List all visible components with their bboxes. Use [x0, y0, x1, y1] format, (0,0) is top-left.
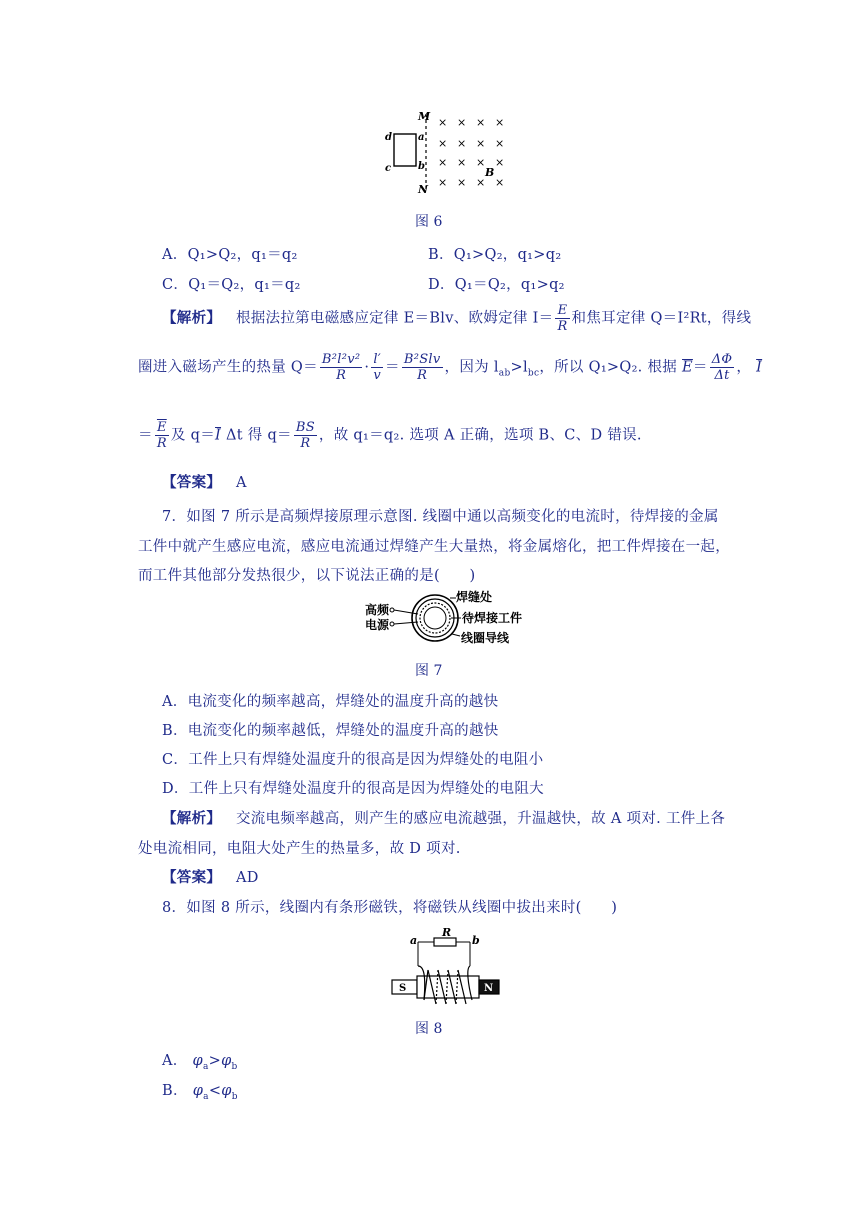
q6-answer: 【答案】 A	[162, 474, 247, 491]
svg-text:×: ×	[476, 176, 486, 189]
svg-text:×: ×	[438, 137, 448, 150]
svg-text:×: ×	[476, 137, 486, 150]
resistor	[434, 938, 456, 946]
svg-text:N: N	[484, 983, 494, 994]
q6-analysis-line-2: 圈进入磁场产生的热量 Q＝ $\frac{\text{B²l²v²}}{R}$ · $\frac{l'}{v}$ ＝ $\frac{\text{B²Slv}}{R}$ ，因为 $l_{ab}>l_{bc}$，所以 Q₁>Q₂. 根据 $\overline{E}=$ $\frac{\Delta\Phi}{\Delta t}$ ， $\overline{I}$	[138, 352, 763, 383]
svg-text:d: d	[385, 132, 392, 143]
q6-option-c: C．Q₁＝Q₂，q₁＝q₂	[162, 277, 301, 293]
svg-text:×: ×	[495, 116, 505, 129]
q7-analysis-line-1: 【解析】 交流电频率越高，则产生的感应电流越强，升温越快，故 A 项对. 工件上各	[162, 810, 726, 827]
svg-text:×: ×	[495, 137, 505, 150]
figure-8-caption: 图 8	[415, 1021, 443, 1037]
svg-text:×: ×	[495, 176, 505, 189]
q7-answer: 【答案】 AD	[162, 869, 259, 886]
q7-stem-line-3: 而工件其他部分发热很少，以下说法正确的是( )	[138, 568, 476, 584]
q6-option-d: D．Q₁＝Q₂，q₁>q₂	[428, 277, 565, 293]
q8-option-a: A． $\varphi_a>\varphi_b$	[162, 1053, 238, 1072]
svg-text:c: c	[385, 163, 392, 174]
svg-text:待焊接工件: 待焊接工件	[462, 611, 523, 625]
label-N: N	[418, 183, 429, 196]
svg-text:×: ×	[457, 156, 467, 169]
figure-8	[388, 924, 504, 1010]
figure-6	[380, 108, 510, 198]
q7-option-d: D．工件上只有焊缝处温度升的很高是因为焊缝处的电阻大	[162, 781, 544, 797]
figure-7	[360, 586, 540, 652]
svg-text:×: ×	[438, 176, 448, 189]
label-B: B	[485, 166, 495, 179]
svg-text:×: ×	[457, 116, 467, 129]
q6-option-b: B．Q₁>Q₂，q₁>q₂	[428, 247, 562, 263]
svg-text:b: b	[418, 161, 425, 172]
svg-text:×: ×	[476, 156, 486, 169]
svg-text:a: a	[410, 934, 418, 947]
q7-option-b: B．电流变化的频率越低，焊缝处的温度升高的越快	[162, 723, 499, 739]
figure-7-caption: 图 7	[415, 663, 443, 679]
svg-text:高频: 高频	[365, 603, 390, 617]
svg-text:×: ×	[457, 137, 467, 150]
coil-rectangle	[394, 134, 416, 166]
svg-text:×: ×	[495, 156, 505, 169]
svg-text:×: ×	[438, 116, 448, 129]
svg-text:×: ×	[476, 116, 486, 129]
svg-text:a: a	[418, 132, 425, 143]
q6-option-a: A．Q₁>Q₂，q₁＝q₂	[162, 247, 298, 263]
q8-stem: 8．如图 8 所示，线圈内有条形磁铁，将磁铁从线圈中拔出来时( )	[162, 900, 618, 916]
q8-option-b: B． $\varphi_a<\varphi_b$	[162, 1083, 238, 1102]
svg-text:b: b	[472, 934, 480, 947]
svg-text:电源: 电源	[365, 618, 390, 632]
q6-analysis-line-1: 【解析】 根据法拉第电磁感应定律 E＝Blv、欧姆定律 I＝ $\frac{E}{R}$ 和焦耳定律 Q＝I²Rt，得线	[162, 303, 752, 334]
q7-stem-line-1: 7．如图 7 所示是高频焊接原理示意图. 线圈中通以高频变化的电流时，待焊接的金属	[162, 509, 719, 525]
q7-analysis-line-2: 处电流相同，电阻大处产生的热量多，故 D 项对.	[138, 841, 461, 857]
figure-6-caption: 图 6	[415, 214, 443, 230]
svg-text:×: ×	[438, 156, 448, 169]
svg-text:S: S	[399, 983, 407, 994]
q6-analysis-line-3: ＝ $\frac{\overline{E}}{R}$ 及 $q=\overline{I}$ Δt 得 q＝ $\frac{BS}{R}$ ，故 q₁＝q₂. 选项 A 正确，选项 B、C、D 错误.	[138, 420, 642, 451]
svg-text:×: ×	[457, 176, 467, 189]
svg-text:焊缝处: 焊缝处	[456, 590, 493, 604]
label-M: M	[418, 110, 431, 123]
q7-stem-line-2: 工件中就产生感应电流，感应电流通过焊缝产生大量热，将金属熔化，把工件焊接在一起，	[138, 539, 730, 555]
q7-option-c: C．工件上只有焊缝处温度升的很高是因为焊缝处的电阻小	[162, 752, 544, 768]
svg-text:R: R	[442, 926, 452, 939]
q7-option-a: A．电流变化的频率越高，焊缝处的温度升高的越快	[162, 694, 499, 710]
svg-text:线圈导线: 线圈导线	[461, 631, 510, 645]
